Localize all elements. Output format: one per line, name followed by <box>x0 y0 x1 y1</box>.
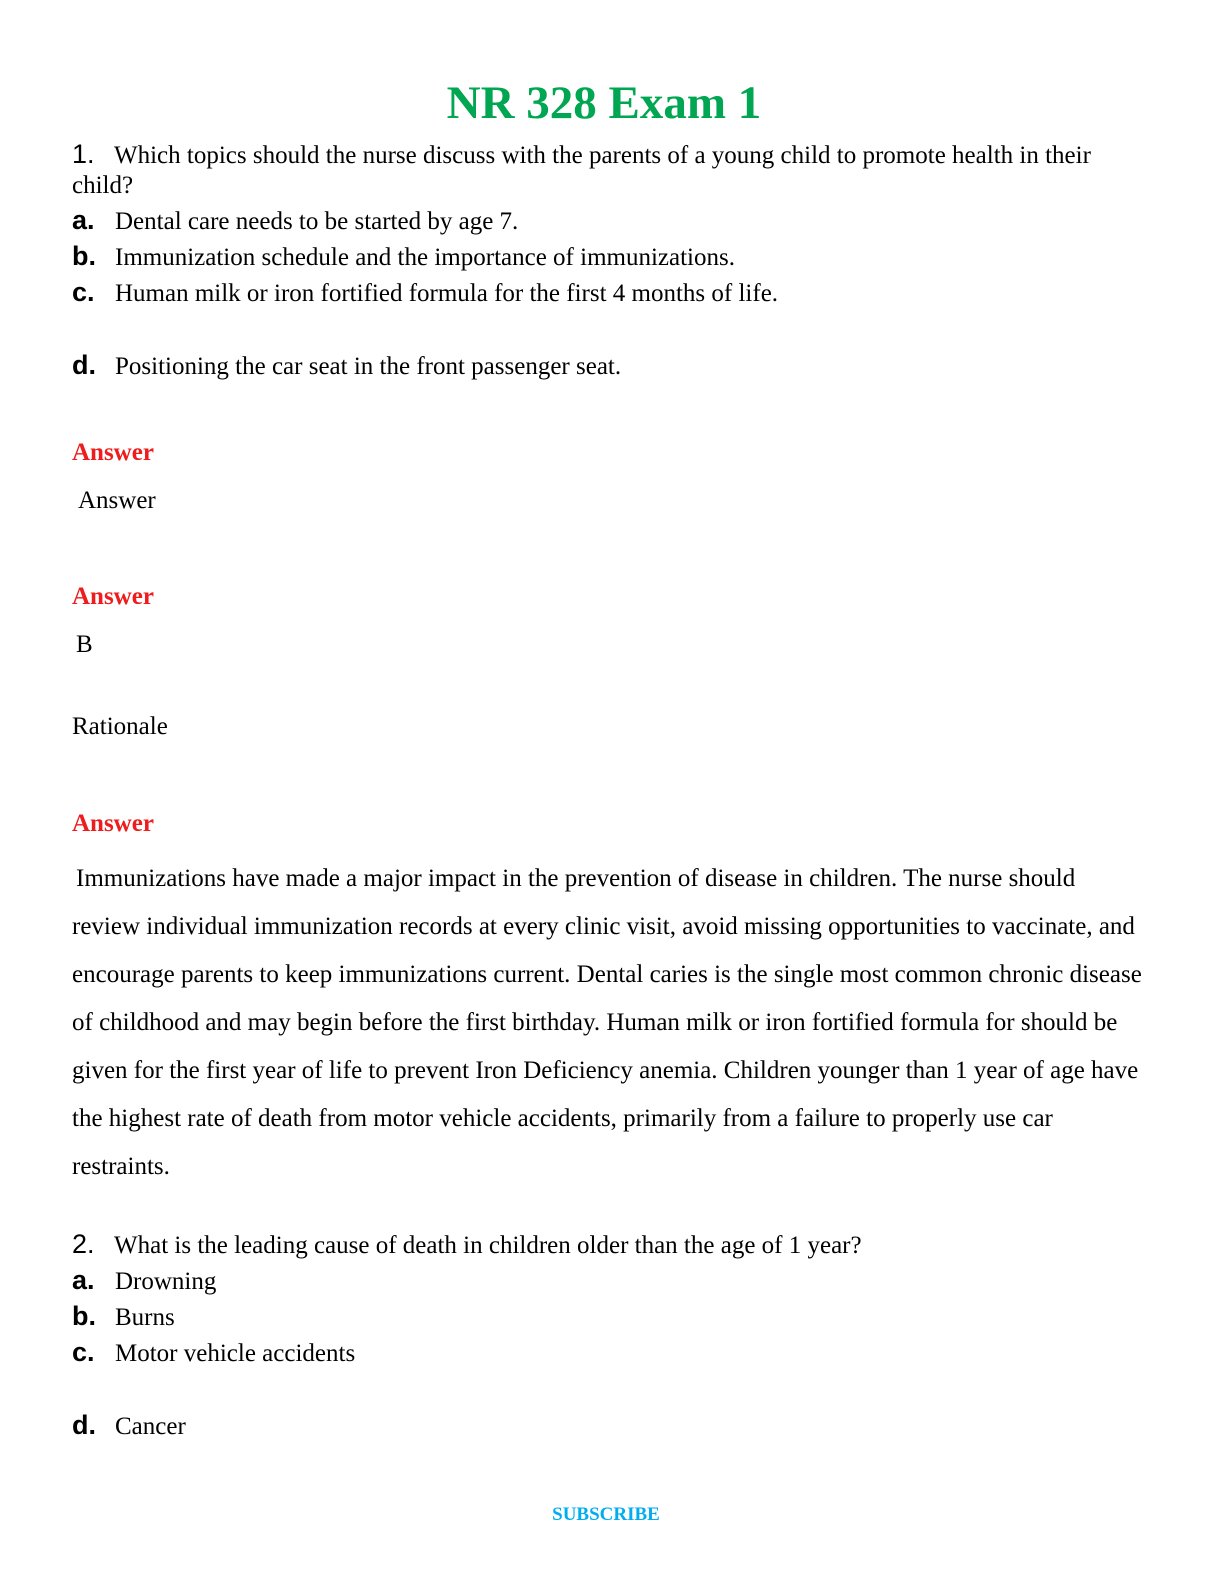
option-b <box>72 1299 1152 1335</box>
option-d <box>72 348 1152 384</box>
option-letter: a. <box>72 1265 95 1295</box>
option-text: Human milk or iron fortified formula for the first 4 months of life. <box>115 280 779 307</box>
rationale-text: Immunizations have made a major impact in the prevention of disease in children. The nurse should review individual immunization records at every clinic visit, avoid missing opportunities to vaccinate, and encourage parents to keep immunizations current. Dental caries is the single most common chronic disease of childhood and may begin before the first birthday. Human milk or iron fortified formula for should be given for the first year of life to prevent Iron Deficiency anemia. Children younger than 1 year of age have the highest rate of death from motor vehicle accidents, primarily from a failure to properly use car restraints. <box>72 865 1142 1180</box>
option-b <box>72 239 1152 275</box>
option-text: Positioning the car seat in the front passenger seat. <box>115 353 622 380</box>
option-c <box>72 1335 1152 1371</box>
option-letter: b. <box>72 1301 96 1331</box>
option-text: Immunization schedule and the importance of immunizations. <box>115 244 735 271</box>
answer-value: B <box>76 631 93 658</box>
option-letter: b. <box>72 241 96 271</box>
option-a <box>72 203 1152 239</box>
option-a <box>72 1263 1152 1299</box>
question-stem <box>72 1229 1152 1261</box>
rationale-heading: Rationale <box>72 713 168 740</box>
option-text: Dental care needs to be started by age 7. <box>115 208 519 235</box>
option-text: Motor vehicle accidents <box>115 1340 356 1367</box>
question-number: 2. <box>72 1229 95 1259</box>
option-letter: c. <box>72 277 95 307</box>
answer-text: Answer <box>78 487 156 514</box>
answer-label: Answer <box>72 439 154 466</box>
option-letter: a. <box>72 205 95 235</box>
option-text: Burns <box>115 1304 175 1331</box>
question-stem <box>72 139 1152 201</box>
subscribe-link[interactable]: SUBSCRIBE <box>552 1504 660 1525</box>
option-letter: d. <box>72 350 96 380</box>
answer-label: Answer <box>72 583 154 610</box>
option-text: Drowning <box>115 1268 217 1295</box>
option-letter: d. <box>72 1410 96 1440</box>
answer-label: Answer <box>72 810 154 837</box>
question-number: 1. <box>72 139 95 169</box>
question-text: What is the leading cause of death in children older than the age of 1 year? <box>114 1232 862 1259</box>
option-letter: c. <box>72 1337 95 1367</box>
question-2 <box>72 1229 1152 1444</box>
question-text: Which topics should the nurse discuss with the parents of a young child to promote health in their child? <box>72 142 1091 199</box>
option-d <box>72 1408 1152 1444</box>
option-text: Cancer <box>115 1413 186 1440</box>
question-1 <box>72 139 1152 384</box>
option-c <box>72 275 1152 311</box>
document-title: NR 328 Exam 1 <box>446 77 762 129</box>
